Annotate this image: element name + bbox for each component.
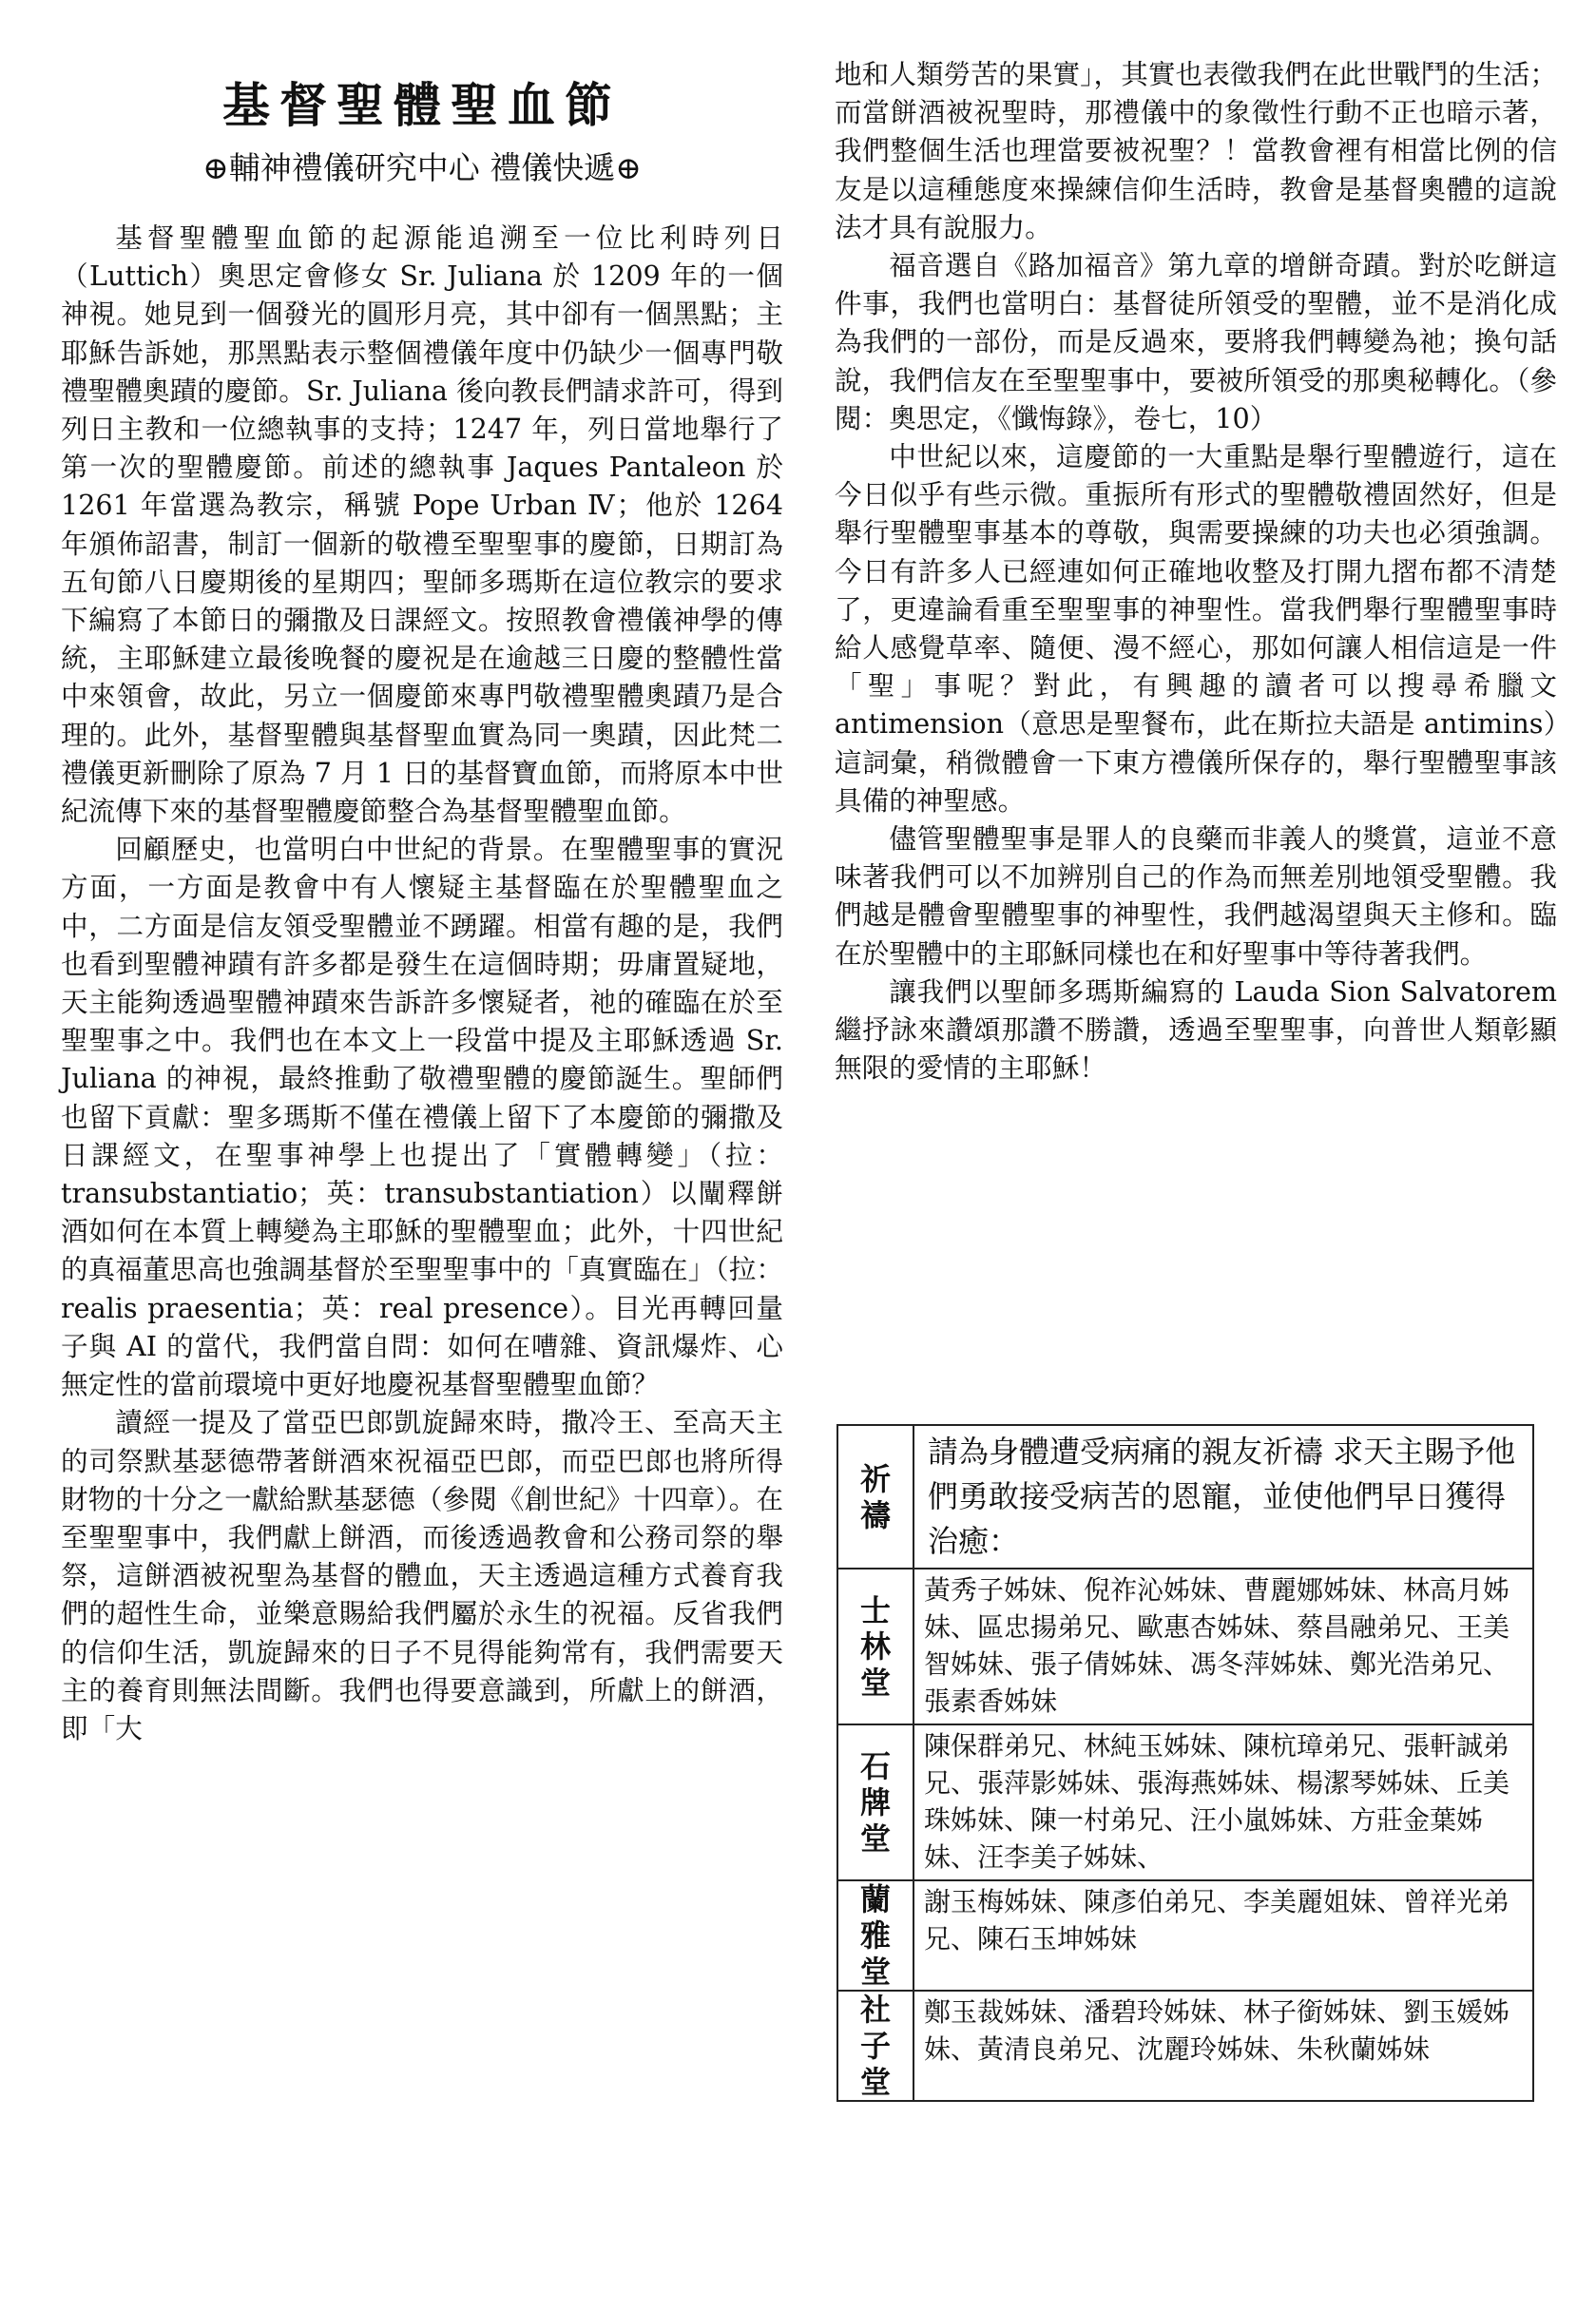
parish-row (837, 1724, 1533, 1880)
paragraph-continued: 地和人類勞苦的果實」，其實也表徵我們在此世戰鬥的生活；而當餅酒被祝聖時，那禮儀中的象徵性行動不正也暗示著，我們整個生活也理當要被祝聖？！當教會裡有相當比例的信友是以這種態度來操練信仰生活時，教會是基督奧體的這說法才具有說服力。 (835, 58, 1557, 243)
page-title: 基督聖體聖血節 (222, 77, 622, 133)
paragraph-origin: 基督聖體聖血節的起源能追溯至一位比利時列日（Luttich）奧思定會修女 Sr. Juliana 於 1209 年的一個神視。她見到一個發光的圓形月亮，其中卻有一個黑點；主耶穌告訴她，那黑點表示整個禮儀年度中仍缺少一個專門敬禮聖體奧蹟的慶節。Sr. Juliana 後向教長們請求許可，得到列日主教和一位總執事的支持；1247 年，列日當地舉行了第一次的聖體慶節。前述的總執事 Jaques Pantaleon 於 1261 年當選為教宗，稱號 Pope Urban Ⅳ；他於 1264 年頒佈詔書，制訂一個新的敬禮至聖聖事的慶節，日期訂為五旬節八日慶期後的星期四；聖師多瑪斯在這位教宗的要求下編寫了本節日的彌撒及日課經文。按照教會禮儀神學的傳統，主耶穌建立最後晚餐的慶祝是在逾越三日慶的整體性當中來領會，故此，另立一個慶節來專門敬禮聖體奧蹟乃是合理的。此外，基督聖體與基督聖血實為同一奧蹟，因此梵二禮儀更新刪除了原為 7 月 1 日的基督寶血節，而將原本中世紀流傳下來的基督聖體慶節整合為基督聖體聖血節。 (61, 221, 783, 828)
parish-names: 陳保群弟兄、林純玉姊妹、陳杭璋弟兄、張軒誠弟兄、張萍影姊妹、張海燕姊妹、楊潔琴姊妹、丘美珠姊妹、陳一村弟兄、汪小嵐姊妹、方莊金葉姊妹、汪李美子姊妹、 (913, 1724, 1533, 1880)
paragraph-first-reading: 讀經一提及了當亞巴郎凱旋歸來時，撒冷王、至高天主的司祭默基瑟德帶著餅酒來祝福亞巴郎，而亞巴郎也將所得財物的十分之一獻給默基瑟德（參閱《創世紀》十四章）。在至聖聖事中，我們獻上餅酒，而後透過教會和公務司祭的舉祭，這餅酒被祝聖為基督的體血，天主透過這種方式養育我們的超性生命，並樂意賜給我們屬於永生的祝福。反省我們的信仰生活，凱旋歸來的日子不見得能夠常有，我們需要天主的養育則無法間斷。我們也得要意識到，所獻上的餅酒，即「大 (61, 1406, 783, 1744)
parish-names: 謝玉梅姊妹、陳彥伯弟兄、李美麗姐妹、曾祥光弟兄、陳石玉坤姊妹 (913, 1880, 1533, 1991)
parish-label: 社子堂 (837, 1991, 913, 2101)
parish-label: 士林堂 (837, 1569, 913, 1724)
page-subtitle: ⊕輔神禮儀研究中心 禮儀快遞⊕ (202, 149, 642, 186)
paragraph-gospel: 福音選自《路加福音》第九章的增餅奇蹟。對於吃餅這件事，我們也當明白：基督徒所領受的聖體，並不是消化成為我們的一部份，而是反過來，要將我們轉變為祂；換句話說，我們信友在至聖聖事中，要被所領受的那奧秘轉化。（參閱：奧思定，《懺悔錄》，卷七，10） (835, 249, 1557, 434)
parish-row (837, 1880, 1533, 1991)
right-column (835, 55, 1557, 1087)
paragraph-closing: 讓我們以聖師多瑪斯編寫的 Lauda Sion Salvatorem 繼抒詠來讚頌那讚不勝讚，透過至聖聖事，向普世人類彰顯無限的愛情的主耶穌！ (835, 974, 1557, 1085)
paragraph-history: 回顧歷史，也當明白中世紀的背景。在聖體聖事的實況方面，一方面是教會中有人懷疑主基督臨在於聖體聖血之中，二方面是信友領受聖體並不踴躍。相當有趣的是，我們也看到聖體神蹟有許多都是發生在這個時期；毋庸置疑地，天主能夠透過聖體神蹟來告訴許多懷疑者，祂的確臨在於至聖聖事之中。我們也在本文上一段當中提及主耶穌透過 Sr. Juliana 的神視，最終推動了敬禮聖體的慶節誕生。聖師們也留下貢獻：聖多瑪斯不僅在禮儀上留下了本慶節的彌撒及日課經文，在聖事神學上也提出了「實體轉變」（拉：transubstantiatio；英：transubstantiation）以闡釋餅酒如何在本質上轉變為主耶穌的聖體聖血；此外，十四世紀的真福董思高也強調基督於至聖聖事中的「真實臨在」（拉：realis praesentia；英：real presence）。目光再轉回量子與 AI 的當代，我們當自問：如何在嘈雜、資訊爆炸、心無定性的當前環境中更好地慶祝基督聖體聖血節？ (61, 833, 783, 1401)
parish-label: 石牌堂 (837, 1724, 913, 1880)
prayer-label-cell: 祈禱 (837, 1425, 913, 1569)
parish-row (837, 1991, 1533, 2101)
prayer-intro: 請為身體遭受病痛的親友祈禱 求天主賜予他們勇敢接受病苦的恩寵，並使他們早日獲得治癒： (913, 1425, 1533, 1569)
prayer-list-table (836, 1424, 1534, 2102)
parish-label: 蘭雅堂 (837, 1880, 913, 1991)
prayer-header-row (837, 1425, 1533, 1569)
left-column (61, 55, 783, 1747)
parish-names: 黃秀子姊妹、倪祚沁姊妹、曹麗娜姊妹、林高月姊妹、區忠揚弟兄、歐惠杏姊妹、蔡昌融弟兄、王美智姊妹、張子倩姊妹、馮冬萍姊妹、鄭光浩弟兄、張素香姊妹 (913, 1569, 1533, 1724)
parish-row (837, 1569, 1533, 1724)
paragraph-reconciliation: 儘管聖體聖事是罪人的良藥而非義人的獎賞，這並不意味著我們可以不加辨別自己的作為而無差別地領受聖體。我們越是體會聖體聖事的神聖性，我們越渴望與天主修和。臨在於聖體中的主耶穌同樣也在和好聖事中等待著我們。 (835, 822, 1557, 970)
paragraph-procession: 中世紀以來，這慶節的一大重點是舉行聖體遊行，這在今日似乎有些示微。重振所有形式的聖體敬禮固然好，但是舉行聖體聖事基本的尊敬，與需要操練的功夫也必須強調。今日有許多人已經連如何正確地收整及打開九摺布都不清楚了，更違論看重至聖聖事的神聖性。當我們舉行聖體聖事時給人感覺草率、隨便、漫不經心，那如何讓人相信這是一件「聖」事呢？對此，有興趣的讀者可以搜尋希臘文 antimension（意思是聖餐布，此在斯拉夫語是 antimins）這詞彙，稍微體會一下東方禮儀所保存的，舉行聖體聖事該具備的神聖感。 (835, 440, 1557, 817)
parish-names: 鄭玉裁姊妹、潘碧玲姊妹、林子銜姊妹、劉玉媛姊妹、黃清良弟兄、沈麗玲姊妹、朱秋蘭姊妹 (913, 1991, 1533, 2101)
